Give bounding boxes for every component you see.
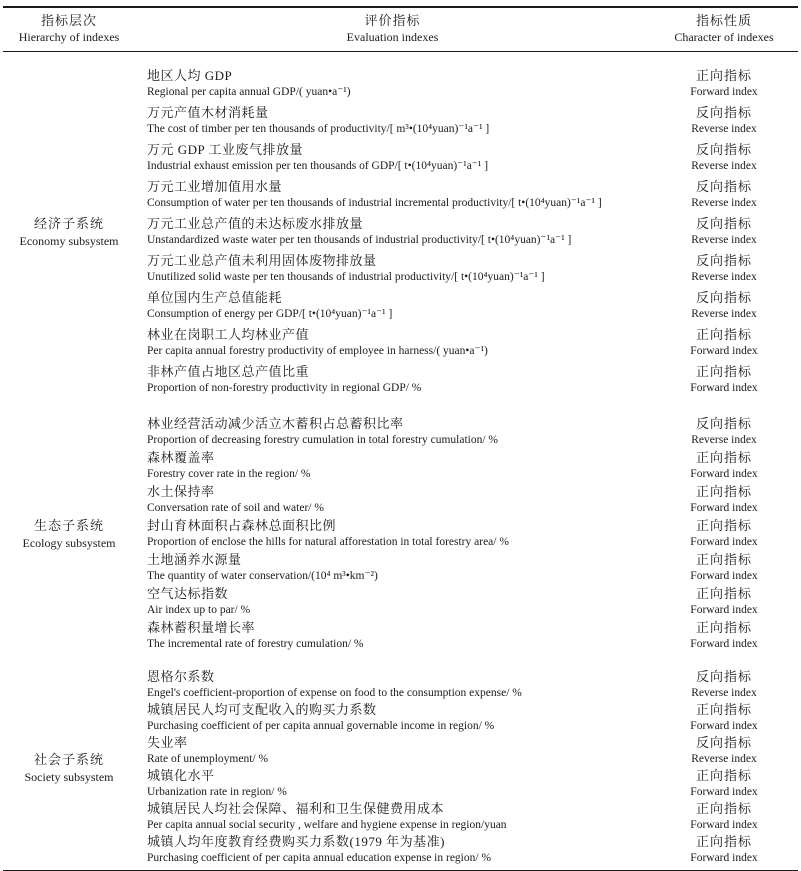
index-name-zh: 空气达标指数 bbox=[147, 585, 229, 601]
index-character-en: Forward index bbox=[690, 86, 758, 98]
character-column bbox=[650, 414, 798, 652]
index-character-zh: 正向指标 bbox=[695, 364, 752, 379]
index-character-row bbox=[650, 584, 798, 618]
subsystem-label-en: Society subsystem bbox=[24, 769, 114, 784]
index-name-en: Per capita annual social security , welfare and hygiene expense in region/yuan bbox=[147, 819, 507, 831]
index-character-en: Reverse index bbox=[691, 271, 757, 283]
index-character-en: Reverse index bbox=[691, 687, 757, 699]
evaluation-index-row bbox=[147, 767, 650, 800]
index-name-en: Purchasing coefficient of per capita annual governable income in region/ % bbox=[147, 720, 495, 732]
index-character-row bbox=[650, 324, 798, 361]
index-character-row bbox=[650, 361, 798, 398]
index-character-en: Forward index bbox=[690, 345, 758, 357]
index-character-row bbox=[650, 550, 798, 584]
evaluation-index-row bbox=[147, 324, 650, 361]
index-name-zh: 非林产值占地区总产值比重 bbox=[147, 364, 310, 379]
table-body bbox=[3, 52, 798, 866]
index-character-en: Forward index bbox=[690, 501, 758, 514]
index-character-row bbox=[650, 482, 798, 516]
index-name-en: Proportion of decreasing forestry cumulation in total forestry cumulation/ % bbox=[147, 433, 498, 446]
index-character-row bbox=[650, 800, 798, 833]
index-character-zh: 反向指标 bbox=[695, 142, 752, 157]
index-character-row bbox=[650, 287, 798, 324]
index-name-en: Regional per capita annual GDP/( yuan•a⁻¹) bbox=[147, 86, 351, 98]
index-name-zh: 万元工业增加值用水量 bbox=[147, 179, 283, 194]
index-character-zh: 正向指标 bbox=[695, 449, 752, 465]
index-character-row bbox=[650, 448, 798, 482]
index-character-row bbox=[650, 414, 798, 448]
index-name-zh: 城镇人均年度教育经费购买力系数(1979 年为基准) bbox=[147, 834, 445, 849]
index-character-zh: 正向指标 bbox=[695, 702, 752, 717]
index-character-row bbox=[650, 516, 798, 550]
index-character-en: Forward index bbox=[690, 467, 758, 480]
index-name-zh: 地区人均 GDP bbox=[147, 68, 233, 83]
index-character-zh: 反向指标 bbox=[695, 290, 752, 305]
index-character-row bbox=[650, 833, 798, 866]
index-character-en: Reverse index bbox=[691, 123, 757, 135]
index-name-en: Conversation rate of soil and water/ % bbox=[147, 501, 324, 514]
index-name-zh: 万元工业总产值的未达标废水排放量 bbox=[147, 216, 364, 231]
evaluation-index-row bbox=[147, 618, 650, 652]
index-name-en: Unstandardized waste water per ten thousands of industrial productivity/[ t•(10⁴yuan)⁻¹a⁻¹ ] bbox=[147, 234, 572, 246]
index-name-zh: 万元工业总产值未利用固体废物排放量 bbox=[147, 253, 377, 268]
index-name-en: Consumption of water per ten thousands of industrial incremental productivity/[ t•(10⁴yuan)⁻¹a⁻¹ ] bbox=[147, 197, 602, 209]
index-character-en: Reverse index bbox=[691, 197, 757, 209]
header-character bbox=[650, 12, 798, 45]
evaluation-index-row bbox=[147, 139, 650, 176]
index-name-zh: 封山育林面积占森林总面积比例 bbox=[147, 517, 337, 533]
index-character-en: Reverse index bbox=[691, 433, 757, 446]
index-character-en: Forward index bbox=[690, 720, 758, 732]
evaluation-index-row bbox=[147, 516, 650, 550]
index-name-zh: 失业率 bbox=[147, 735, 188, 750]
index-character-zh: 正向指标 bbox=[695, 517, 752, 533]
subsystem-section bbox=[3, 52, 798, 398]
index-character-zh: 反向指标 bbox=[695, 735, 752, 750]
index-name-zh: 水土保持率 bbox=[147, 483, 215, 499]
subsystem-label bbox=[3, 668, 135, 866]
evaluation-index-row bbox=[147, 701, 650, 734]
evaluation-index-row bbox=[147, 833, 650, 866]
index-character-en: Forward index bbox=[690, 637, 758, 650]
index-name-zh: 恩格尔系数 bbox=[147, 669, 215, 684]
index-character-zh: 正向指标 bbox=[695, 768, 752, 783]
index-name-en: Engel's coefficient-proportion of expense on food to the consumption expense/ % bbox=[147, 687, 522, 699]
index-name-zh: 土地涵养水源量 bbox=[147, 551, 242, 567]
subsystem-label bbox=[3, 65, 135, 398]
index-name-zh: 林业经营活动减少活立木蓄积占总蓄积比率 bbox=[147, 415, 404, 431]
index-name-en: Rate of unemployment/ % bbox=[147, 753, 269, 765]
index-character-en: Forward index bbox=[690, 819, 758, 831]
index-character-en: Reverse index bbox=[691, 308, 757, 320]
evaluation-index-row bbox=[147, 482, 650, 516]
subsystem-label-zh: 社会子系统 bbox=[33, 751, 104, 767]
index-name-zh: 城镇居民人均社会保障、福利和卫生保健费用成本 bbox=[147, 801, 445, 816]
index-character-row bbox=[650, 734, 798, 767]
header-hierarchy-zh: 指标层次 bbox=[40, 13, 97, 28]
index-name-zh: 森林蓄积量增长率 bbox=[147, 619, 256, 635]
index-character-en: Reverse index bbox=[691, 160, 757, 172]
evaluation-index-row bbox=[147, 102, 650, 139]
index-character-zh: 正向指标 bbox=[695, 327, 752, 342]
header-hierarchy-en: Hierarchy of indexes bbox=[18, 30, 120, 44]
subsystem-label-en: Economy subsystem bbox=[19, 234, 119, 248]
index-character-row bbox=[650, 65, 798, 102]
subsystem-label-zh: 生态子系统 bbox=[33, 517, 104, 533]
index-name-zh: 万元 GDP 工业废气排放量 bbox=[147, 142, 304, 157]
index-character-zh: 反向指标 bbox=[695, 253, 752, 268]
evaluation-index-row bbox=[147, 584, 650, 618]
index-character-zh: 反向指标 bbox=[695, 216, 752, 231]
header-hierarchy bbox=[3, 12, 135, 45]
header-character-zh: 指标性质 bbox=[695, 13, 752, 28]
index-character-en: Reverse index bbox=[691, 234, 757, 246]
header-evaluation-en: Evaluation indexes bbox=[346, 30, 439, 44]
index-name-zh: 城镇居民人均可支配收入的购买力系数 bbox=[147, 702, 377, 717]
index-character-en: Forward index bbox=[690, 535, 758, 548]
evaluation-index-row bbox=[147, 65, 650, 102]
index-character-en: Forward index bbox=[690, 786, 758, 798]
subsystem-section bbox=[3, 652, 798, 866]
index-character-en: Forward index bbox=[690, 603, 758, 616]
index-name-en: Unutilized solid waste per ten thousands of industrial productivity/[ t•(10⁴yuan)⁻¹a⁻¹ ] bbox=[147, 271, 545, 283]
index-character-zh: 正向指标 bbox=[695, 585, 752, 601]
table-header-row bbox=[3, 6, 798, 52]
index-character-zh: 反向指标 bbox=[695, 105, 752, 120]
index-character-zh: 正向指标 bbox=[695, 551, 752, 567]
index-name-en: Consumption of energy per GDP/[ t•(10⁴yuan)⁻¹a⁻¹ ] bbox=[147, 308, 393, 320]
index-character-row bbox=[650, 767, 798, 800]
evaluation-index-row bbox=[147, 176, 650, 213]
index-character-zh: 正向指标 bbox=[695, 619, 752, 635]
evaluation-index-row bbox=[147, 250, 650, 287]
index-character-en: Forward index bbox=[690, 852, 758, 864]
evaluation-index-row bbox=[147, 550, 650, 584]
index-name-en: Proportion of non-forestry productivity in regional GDP/ % bbox=[147, 382, 422, 394]
evaluation-index-row bbox=[147, 734, 650, 767]
index-name-zh: 单位国内生产总值能耗 bbox=[147, 290, 283, 305]
index-name-zh: 城镇化水平 bbox=[147, 768, 215, 783]
index-character-row bbox=[650, 701, 798, 734]
index-name-en: Urbanization rate in region/ % bbox=[147, 786, 287, 798]
index-name-en: The quantity of water conservation/(10⁴ m³•km⁻²) bbox=[147, 569, 378, 582]
evaluation-index-column bbox=[135, 414, 650, 652]
index-character-row bbox=[650, 618, 798, 652]
evaluation-index-row bbox=[147, 668, 650, 701]
index-character-row bbox=[650, 250, 798, 287]
index-name-zh: 林业在岗职工人均林业产值 bbox=[147, 327, 310, 342]
index-name-en: Purchasing coefficient of per capita annual education expense in region/ % bbox=[147, 852, 492, 864]
header-evaluation bbox=[135, 12, 650, 45]
header-evaluation-zh: 评价指标 bbox=[364, 13, 421, 28]
index-name-en: The incremental rate of forestry cumulation/ % bbox=[147, 637, 364, 650]
header-character-en: Character of indexes bbox=[674, 30, 774, 44]
index-character-row bbox=[650, 139, 798, 176]
character-column bbox=[650, 668, 798, 866]
evaluation-index-row bbox=[147, 213, 650, 250]
index-character-zh: 反向指标 bbox=[695, 415, 752, 431]
index-name-zh: 森林覆盖率 bbox=[147, 449, 215, 465]
index-character-zh: 反向指标 bbox=[695, 669, 752, 684]
evaluation-index-column bbox=[135, 65, 650, 398]
evaluation-index-row bbox=[147, 361, 650, 398]
index-character-row bbox=[650, 668, 798, 701]
index-name-en: Industrial exhaust emission per ten thousands of GDP/[ t•(10⁴yuan)⁻¹a⁻¹ ] bbox=[147, 160, 489, 172]
index-name-zh: 万元产值木材消耗量 bbox=[147, 105, 269, 120]
subsystem-label-zh: 经济子系统 bbox=[33, 216, 104, 231]
evaluation-index-column bbox=[135, 668, 650, 866]
index-character-zh: 正向指标 bbox=[695, 801, 752, 816]
index-character-zh: 正向指标 bbox=[695, 483, 752, 499]
index-name-en: Air index up to par/ % bbox=[147, 603, 251, 616]
index-character-zh: 正向指标 bbox=[695, 834, 752, 849]
index-name-en: Forestry cover rate in the region/ % bbox=[147, 467, 311, 480]
evaluation-index-row bbox=[147, 448, 650, 482]
index-character-zh: 正向指标 bbox=[695, 68, 752, 83]
index-character-row bbox=[650, 176, 798, 213]
index-name-en: Proportion of enclose the hills for natural afforestation in total forestry area/ % bbox=[147, 535, 509, 548]
subsystem-section bbox=[3, 398, 798, 652]
index-character-row bbox=[650, 213, 798, 250]
index-character-en: Forward index bbox=[690, 569, 758, 582]
evaluation-index-row bbox=[147, 800, 650, 833]
index-character-en: Forward index bbox=[690, 382, 758, 394]
subsystem-label-en: Ecology subsystem bbox=[22, 535, 116, 550]
index-system-table bbox=[3, 6, 798, 871]
subsystem-label bbox=[3, 414, 135, 652]
character-column bbox=[650, 65, 798, 398]
evaluation-index-row bbox=[147, 414, 650, 448]
index-character-zh: 反向指标 bbox=[695, 179, 752, 194]
index-name-en: The cost of timber per ten thousands of productivity/[ m³•(10⁴yuan)⁻¹a⁻¹ ] bbox=[147, 123, 490, 135]
index-character-en: Reverse index bbox=[691, 753, 757, 765]
index-name-en: Per capita annual forestry productivity of employee in harness/( yuan•a⁻¹) bbox=[147, 345, 488, 357]
evaluation-index-row bbox=[147, 287, 650, 324]
index-character-row bbox=[650, 102, 798, 139]
